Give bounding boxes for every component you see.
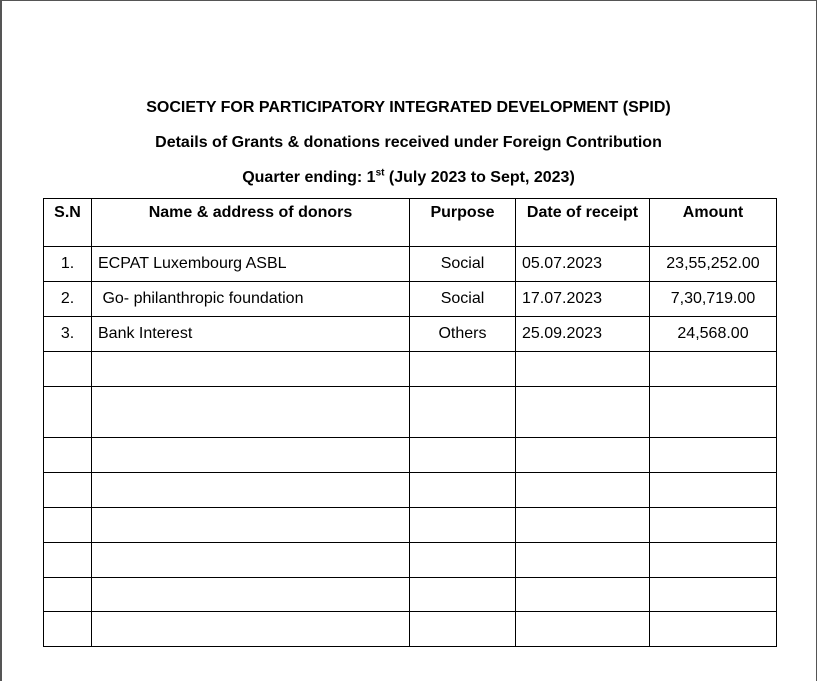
table-row xyxy=(44,247,777,282)
cell-donor-name: ECPAT Luxembourg ASBL xyxy=(92,247,410,282)
quarter-prefix: Quarter ending: 1 xyxy=(242,169,376,186)
cell-purpose: Others xyxy=(410,317,516,352)
org-title: SOCIETY FOR PARTICIPATORY INTEGRATED DEVELOPMENT (SPID) xyxy=(146,99,671,116)
header-amount: Amount xyxy=(650,199,777,247)
cell-amount: 23,55,252.00 xyxy=(650,247,777,282)
grants-table xyxy=(43,198,777,647)
cell-donor-name: Bank Interest xyxy=(92,317,410,352)
document-subtitle: Details of Grants & donations received under Foreign Contribution xyxy=(155,134,662,151)
cell-purpose: Social xyxy=(410,247,516,282)
table-row xyxy=(44,282,777,317)
cell-date: 25.09.2023 xyxy=(516,317,650,352)
cell-purpose: Social xyxy=(410,282,516,317)
empty-table-row xyxy=(44,387,777,438)
cell-sn: 2. xyxy=(44,282,92,317)
empty-table-row xyxy=(44,543,777,578)
header-date-of-receipt: Date of receipt xyxy=(516,199,650,247)
table-header-row xyxy=(44,199,777,247)
empty-table-row xyxy=(44,438,777,473)
quarter-period: (July 2023 to Sept, 2023) xyxy=(384,169,575,186)
quarter-ordinal: st xyxy=(375,167,385,179)
table-row xyxy=(44,317,777,352)
cell-sn: 1. xyxy=(44,247,92,282)
header-purpose: Purpose xyxy=(410,199,516,247)
header-sn: S.N xyxy=(44,199,92,247)
cell-date: 17.07.2023 xyxy=(516,282,650,317)
cell-donor-name: Go- philanthropic foundation xyxy=(92,282,410,317)
empty-table-row xyxy=(44,508,777,543)
cell-amount: 7,30,719.00 xyxy=(650,282,777,317)
empty-table-row xyxy=(44,352,777,387)
empty-table-row xyxy=(44,612,777,647)
cell-amount: 24,568.00 xyxy=(650,317,777,352)
cell-sn: 3. xyxy=(44,317,92,352)
empty-table-row xyxy=(44,578,777,612)
header-donor-name: Name & address of donors xyxy=(92,199,410,247)
empty-table-row xyxy=(44,473,777,508)
cell-date: 05.07.2023 xyxy=(516,247,650,282)
quarter-line xyxy=(0,169,817,187)
